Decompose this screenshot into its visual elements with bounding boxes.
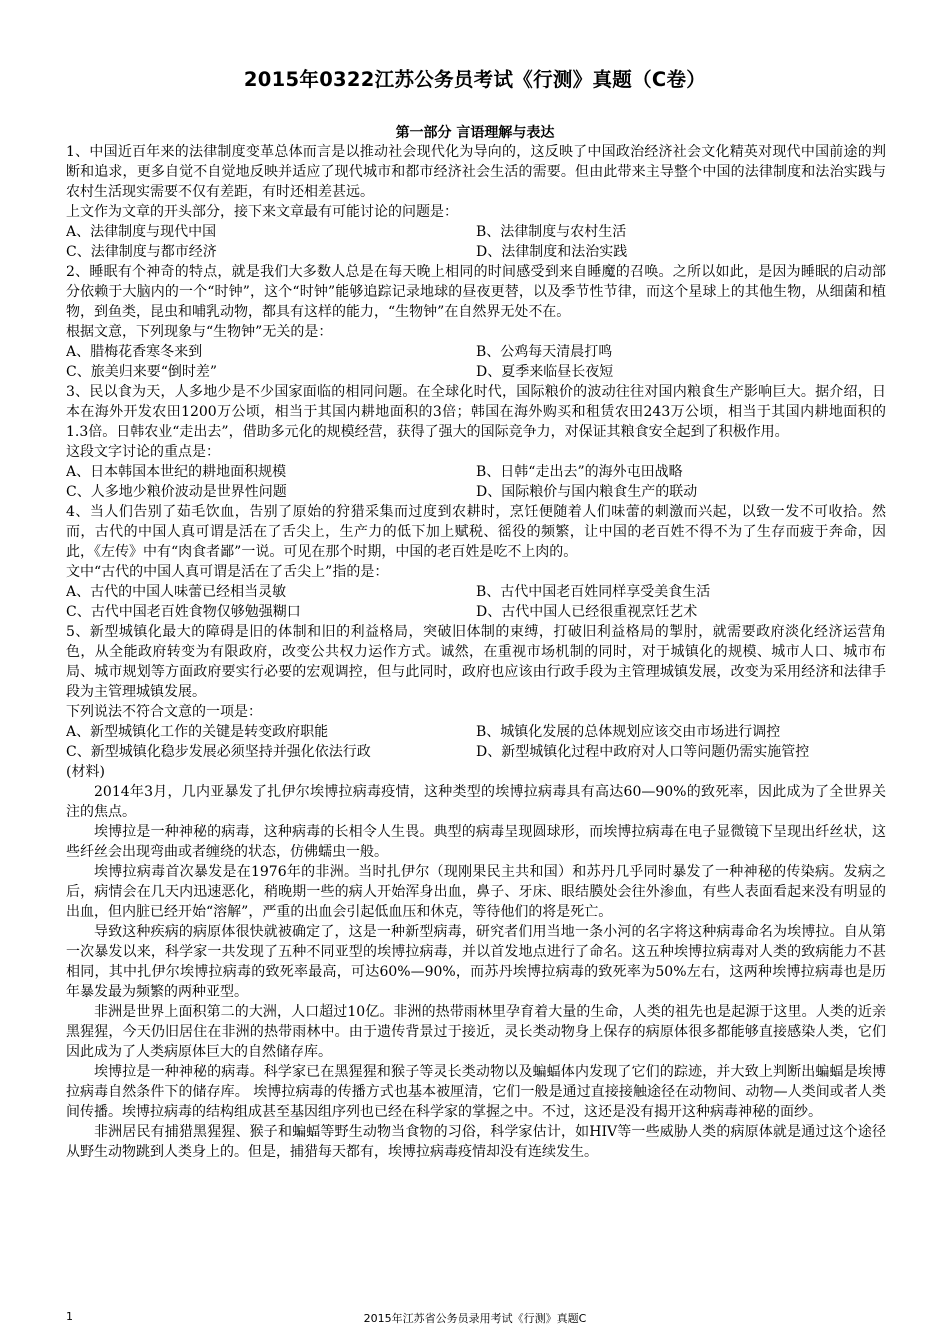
question-stem: 下列说法不符合文意的一项是： bbox=[66, 704, 262, 720]
option-b: B、日韩“走出去”的海外屯田战略 bbox=[476, 464, 683, 480]
option-b: B、古代中国老百姓同样享受美食生活 bbox=[476, 584, 711, 600]
material-paragraph: 非洲是世界上面积第二的大洲，人口超过10亿。非洲的热带雨林里孕育着大量的生命，人类的祖先也是起源于这里。人类的近亲黑猩猩，今天仍旧居住在非洲的热带雨林中。由于遗传背景过于接近，灵长类动物身上保存的病原体很多都能够直接感染人类，它们因此成为了人类病原体巨大的自然储存库。 bbox=[66, 1004, 886, 1060]
question-passage: 4、当人们告别了茹毛饮血，告别了原始的狩猎采集而过度到农耕时，烹饪便随着人们味蕾的刺激而兴起，以致一发不可收拾。然而，古代的中国人真可谓是活在了舌尖上，生产力的低下加上赋税、徭役的频繁，让中国的老百姓不得不为了生存而疲于奔命，因此，《左传》中有“肉食者鄙”一说。可见在那个时期，中国的老百姓是吃不上肉的。 bbox=[66, 504, 886, 560]
option-b: B、公鸡每天清晨打鸣 bbox=[476, 344, 613, 360]
option-b: B、法律制度与农村生活 bbox=[476, 224, 627, 240]
option-d: D、夏季来临昼长夜短 bbox=[476, 364, 614, 380]
question-passage: 5、新型城镇化最大的障碍是旧的体制和旧的利益格局，突破旧体制的束缚，打破旧利益格局的掣肘，就需要政府淡化经济运营角色，从全能政府转变为有限政府，改变公共权力运作方式。诚然，在重视市场机制的同时，对于城镇化的规模、城市人口、城市布局、城市规划等方面政府要实行必要的宏观调控，但与此同时，政府也应该由行政手段为主管理城镇发展，改变为采用经济和法律手段为主管理城镇发展。 bbox=[66, 624, 886, 700]
question-stem: 文中“古代的中国人真可谓是活在了舌尖上”指的是： bbox=[66, 564, 389, 580]
option-list bbox=[66, 342, 886, 382]
option-b: B、城镇化发展的总体规划应该交由市场进行调控 bbox=[476, 724, 781, 740]
option-a: A、新型城镇化工作的关键是转变政府职能 bbox=[66, 724, 329, 740]
page-footer bbox=[0, 1310, 950, 1330]
option-a: A、法律制度与现代中国 bbox=[66, 224, 217, 240]
material-paragraph: 导致这种疾病的病原体很快就被确定了，这是一种新型病毒，研究者们用当地一条小河的名字将这种病毒命名为埃博拉。自从第一次暴发以来，科学家一共发现了五种不同亚型的埃博拉病毒，并以首发地点进行了命名。这五种埃博拉病毒对人类的致病能力不甚相同，其中扎伊尔埃博拉病毒的致死率最高，可达60%—90%，而苏丹埃博拉病毒的致死率为50%左右，这两种埃博拉病毒也是历年暴发最为频繁的两种亚型。 bbox=[66, 924, 886, 1000]
option-d: D、新型城镇化过程中政府对人口等问题仍需实施管控 bbox=[476, 744, 810, 760]
material-paragraph: 非洲居民有捕猎黑猩猩、猴子和蝙蝠等野生动物当食物的习俗，科学家估计，如HIV等一些威胁人类的病原体就是通过这个途径从野生动物跳到人类身上的。但是，捕猎每天都有，埃博拉病毒疫情却没有连续发生。 bbox=[66, 1124, 886, 1160]
question-stem: 这段文字讨论的重点是： bbox=[66, 444, 220, 460]
option-d: D、古代中国人已经很重视烹饪艺术 bbox=[476, 604, 698, 620]
question-passage: 1、中国近百年来的法律制度变革总体而言是以推动社会现代化为导向的，这反映了中国政治经济社会文化精英对现代中国前途的判断和追求，更多自觉不自觉地反映并适应了现代城市和都市经济社会生活的需要。但由此带来主导整个中国的法律制度和法治实践与农村生活现实需要不仅有差距，有时还相差甚远。 bbox=[66, 144, 886, 200]
option-d: D、法律制度和法治实践 bbox=[476, 244, 628, 260]
material-label: (材料) bbox=[66, 764, 105, 780]
question-stem: 根据文意，下列现象与“生物钟”无关的是： bbox=[66, 324, 333, 340]
option-d: D、国际粮价与国内粮食生产的联动 bbox=[476, 484, 698, 500]
question-passage: 3、民以食为天，人多地少是不少国家面临的相同问题。在全球化时代，国际粮价的波动往往对国内粮食生产影响巨大。据介绍，日本在海外开发农田1200万公顷，相当于其国内耕地面积的3倍；韩国在海外购买和租赁农田243万公顷，相当于其国内耕地面积的1.3倍。日韩农业“走出去”，借助多元化的规模经营，获得了强大的国际竞争力，对保证其粮食安全起到了积极作用。 bbox=[66, 384, 886, 440]
page-number: 1 bbox=[66, 1310, 73, 1323]
question-stem: 上文作为文章的开头部分，接下来文章最有可能讨论的问题是： bbox=[66, 204, 458, 220]
section-heading: 第一部分 言语理解与表达 bbox=[395, 125, 555, 141]
material-paragraph: 埃博拉是一种神秘的病毒，这种病毒的长相令人生畏。典型的病毒呈现圆球形，而埃博拉病毒在电子显微镜下呈现出纤丝状，这些纤丝会出现弯曲或者缠绕的状态，仿佛蠕虫一般。 bbox=[66, 824, 886, 860]
option-c: C、旅美归来要“倒时差” bbox=[66, 364, 218, 380]
document-body bbox=[66, 142, 886, 1162]
option-a: A、日本韩国本世纪的耕地面积规模 bbox=[66, 464, 287, 480]
question-4 bbox=[66, 502, 886, 622]
material-paragraph: 埃博拉是一种神秘的病毒。科学家已在黑猩猩和猴子等灵长类动物以及蝙蝠体内发现了它们的踪迹，并大致上判断出蝙蝠是埃博拉病毒自然条件下的储存库。 埃博拉病毒的传播方式也基本被厘清，它们一般是通过直接接触途径在动物间、动物—人类间或者人类间传播。埃博拉病毒的结构组成甚至基因组序列也已经在科学家的掌握之中。不过，这还是没有揭开这种病毒神秘的面纱。 bbox=[66, 1064, 886, 1120]
option-list bbox=[66, 722, 886, 762]
option-list bbox=[66, 582, 886, 622]
document-title: 2015年0322江苏公务员考试《行测》真题（C卷） bbox=[243, 68, 707, 91]
option-a: A、腊梅花香寒冬来到 bbox=[66, 344, 203, 360]
option-list bbox=[66, 462, 886, 502]
option-c: C、人多地少粮价波动是世界性问题 bbox=[66, 484, 287, 500]
option-c: C、法律制度与都市经济 bbox=[66, 244, 217, 260]
material-section bbox=[66, 762, 886, 1162]
material-paragraph: 埃博拉病毒首次暴发是在1976年的非洲。当时扎伊尔（现刚果民主共和国）和苏丹几乎同时暴发了一种神秘的传染病。发病之后，病情会在几天内迅速恶化，稍晚期一些的病人开始浑身出血，鼻子、牙床、眼结膜处会往外渗血，有些人表面看起来没有明显的出血，但内脏已经开始“溶解”，严重的出血会引起低血压和休克，等待他们的将是死亡。 bbox=[66, 864, 886, 920]
question-2 bbox=[66, 262, 886, 382]
question-1 bbox=[66, 142, 886, 262]
option-a: A、古代的中国人味蕾已经相当灵敏 bbox=[66, 584, 287, 600]
option-c: C、新型城镇化稳步发展必须坚持并强化依法行政 bbox=[66, 744, 371, 760]
question-3 bbox=[66, 382, 886, 502]
question-passage: 2、睡眠有个神奇的特点，就是我们大多数人总是在每天晚上相同的时间感受到来自睡魔的召唤。之所以如此，是因为睡眠的启动部分依赖于大脑内的一个“时钟”，这个“时钟”能够追踪记录地球的昼夜更替，以及季节性节律，而这个星球上的其他生物，从细菌和植物，到鱼类，昆虫和哺乳动物，都具有这样的能力，“生物钟”在自然界无处不在。 bbox=[66, 264, 886, 320]
material-paragraph: 2014年3月，几内亚暴发了扎伊尔埃博拉病毒疫情，这种类型的埃博拉病毒具有高达60—90%的致死率，因此成为了全世界关注的焦点。 bbox=[66, 784, 886, 820]
question-5 bbox=[66, 622, 886, 762]
option-c: C、古代中国老百姓食物仅够勉强糊口 bbox=[66, 604, 301, 620]
option-list bbox=[66, 222, 886, 262]
footer-text: 2015年江苏省公务员录用考试《行测》真题C bbox=[363, 1312, 587, 1325]
